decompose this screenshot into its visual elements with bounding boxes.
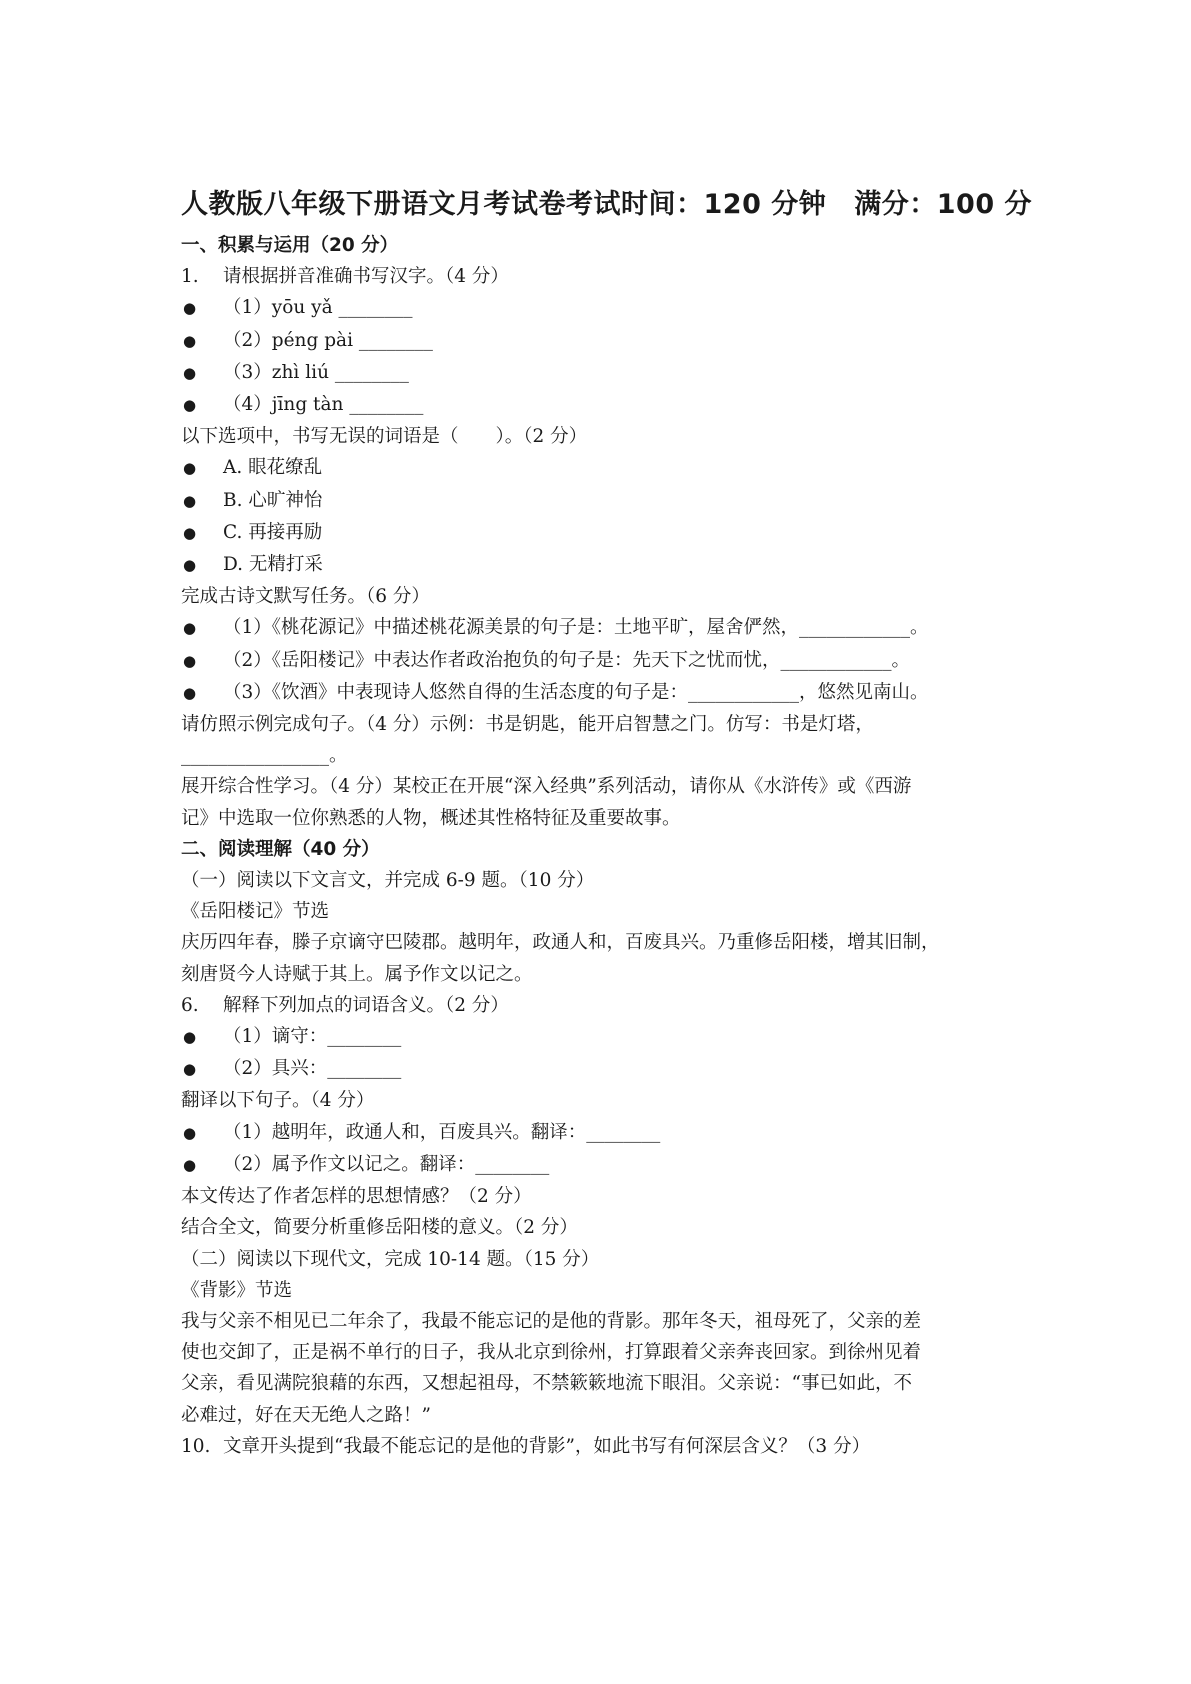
text-line: 使也交卸了，正是祸不单行的日子，我从北京到徐州，打算跟着父亲奔丧回家。到徐州见着 <box>181 1342 922 1364</box>
exam-title-main: 人教版八年级下册语文月考试卷考试时间：120 分钟 <box>181 189 827 220</box>
bullet-item <box>181 517 1021 549</box>
text-line: 请仿照示例完成句子。（4 分）示例：书是钥匙，能开启智慧之门。仿写：书是灯塔， <box>181 714 874 736</box>
text-line: ________________。 <box>181 745 348 767</box>
bullet-item <box>181 1117 1021 1149</box>
text-line: 展开综合性学习。（4 分）某校正在开展“深入经典”系列活动，请你从《水浒传》或《西游 <box>181 776 912 798</box>
bullet-text: （2）具兴：________ <box>223 1058 402 1080</box>
bullet-item <box>181 1149 1021 1181</box>
bullet-text: C. 再接再励 <box>223 521 323 543</box>
bullet-dot-icon: ● <box>183 1123 197 1142</box>
bullet-dot-icon: ● <box>183 1155 197 1174</box>
bullet-item <box>181 1053 1021 1085</box>
bullet-item <box>181 549 1021 581</box>
bullet-item <box>181 485 1021 517</box>
bullet-dot-icon: ● <box>183 459 197 478</box>
bullet-dot-icon: ● <box>183 363 197 382</box>
text-line: 必难过，好在天无绝人之路！” <box>181 1404 431 1426</box>
text-line: 结合全文，简要分析重修岳阳楼的意义。（2 分） <box>181 1217 578 1239</box>
bullet-dot-icon: ● <box>183 299 197 318</box>
question-number: 1. <box>181 266 199 288</box>
bullet-dot-icon: ● <box>183 331 197 350</box>
exam-title <box>181 180 1033 230</box>
bullet-dot-icon: ● <box>183 556 197 575</box>
bullet-dot-icon: ● <box>183 491 197 510</box>
bullet-text: （1）yōu yǎ ________ <box>223 297 413 319</box>
bullet-dot-icon: ● <box>183 683 197 702</box>
bullet-dot-icon: ● <box>183 651 197 670</box>
text-line: 《背影》节选 <box>181 1279 293 1301</box>
bullet-text: （2）《岳阳楼记》中表达作者政治抱负的句子是：先天下之忧而忧，____________。 <box>223 649 911 671</box>
bullet-dot-icon: ● <box>183 523 197 542</box>
bullet-text: B. 心旷神怡 <box>223 489 323 511</box>
bullet-text: D. 无精打采 <box>223 554 323 576</box>
text-line: 庆历四年春，滕子京谪守巴陵郡。越明年，政通人和，百废具兴。乃重修岳阳楼，增其旧制， <box>181 932 940 954</box>
bullet-item <box>181 389 1021 421</box>
bullet-item <box>181 325 1021 357</box>
text-line: 记》中选取一位你熟悉的人物，概述其性格特征及重要故事。 <box>181 807 681 829</box>
bullet-text: （3）zhì liú ________ <box>223 361 409 383</box>
text-line: 《岳阳楼记》节选 <box>181 901 330 923</box>
question-item <box>181 1431 1021 1462</box>
bullet-dot-icon: ● <box>183 1028 197 1047</box>
bullet-dot-icon: ● <box>183 396 197 415</box>
question-number: 6. <box>181 994 199 1016</box>
bullet-text: （1）谪守：________ <box>223 1026 402 1048</box>
section-heading: 一、积累与运用（20 分） <box>181 235 399 256</box>
bullet-item <box>181 452 1021 484</box>
text-line: 完成古诗文默写任务。（6 分） <box>181 586 430 608</box>
bullet-dot-icon: ● <box>183 619 197 638</box>
bullet-text: （1）《桃花源记》中描述桃花源美景的句子是：土地平旷，屋舍俨然，____________。 <box>223 617 929 639</box>
question-text: 请根据拼音准确书写汉字。（4 分） <box>223 266 509 288</box>
bullet-item <box>181 1021 1021 1053</box>
bullet-item <box>181 357 1021 389</box>
exam-page <box>181 180 1033 1462</box>
text-line: 以下选项中，书写无误的词语是（ ）。（2 分） <box>181 426 588 448</box>
question-item <box>181 990 1021 1021</box>
bullet-text: （4）jīng tàn ________ <box>223 394 424 416</box>
text-line: 父亲，看见满院狼藉的东西，又想起祖母，不禁簌簌地流下眼泪。父亲说：“事已如此，不 <box>181 1373 912 1395</box>
text-line: 本文传达了作者怎样的思想情感？（2 分） <box>181 1186 532 1208</box>
exam-title-score: 满分：100 分 <box>854 189 1033 220</box>
bullet-text: （2）属予作文以记之。翻译：________ <box>223 1153 550 1175</box>
question-number: 10. <box>181 1435 211 1457</box>
text-line: 我与父亲不相见已二年余了，我最不能忘记的是他的背影。那年冬天，祖母死了，父亲的差 <box>181 1310 922 1332</box>
bullet-text: （2）péng pài ________ <box>223 329 433 351</box>
bullet-item <box>181 645 1021 677</box>
text-line: （一）阅读以下文言文，并完成 6-9 题。（10 分） <box>181 870 595 892</box>
text-line: 刻唐贤今人诗赋于其上。属予作文以记之。 <box>181 963 533 985</box>
question-text: 文章开头提到“我最不能忘记的是他的背影”，如此书写有何深层含义？（3 分） <box>223 1435 871 1457</box>
bullet-text: A. 眼花缭乱 <box>223 457 323 479</box>
section-heading: 二、阅读理解（40 分） <box>181 838 380 860</box>
bullet-text: （1）越明年，政通人和，百废具兴。翻译：________ <box>223 1121 661 1143</box>
bullet-text: （3）《饮酒》中表现诗人悠然自得的生活态度的句子是：____________，悠然见南山。 <box>223 681 929 703</box>
question-item <box>181 261 1021 292</box>
exam-body <box>181 230 1021 1462</box>
bullet-item <box>181 612 1021 644</box>
bullet-item <box>181 292 1021 324</box>
text-line: 翻译以下句子。（4 分） <box>181 1090 375 1112</box>
text-line: （二）阅读以下现代文，完成 10-14 题。（15 分） <box>181 1248 600 1270</box>
bullet-dot-icon: ● <box>183 1060 197 1079</box>
bullet-item <box>181 677 1021 709</box>
question-text: 解释下列加点的词语含义。（2 分） <box>223 994 509 1016</box>
